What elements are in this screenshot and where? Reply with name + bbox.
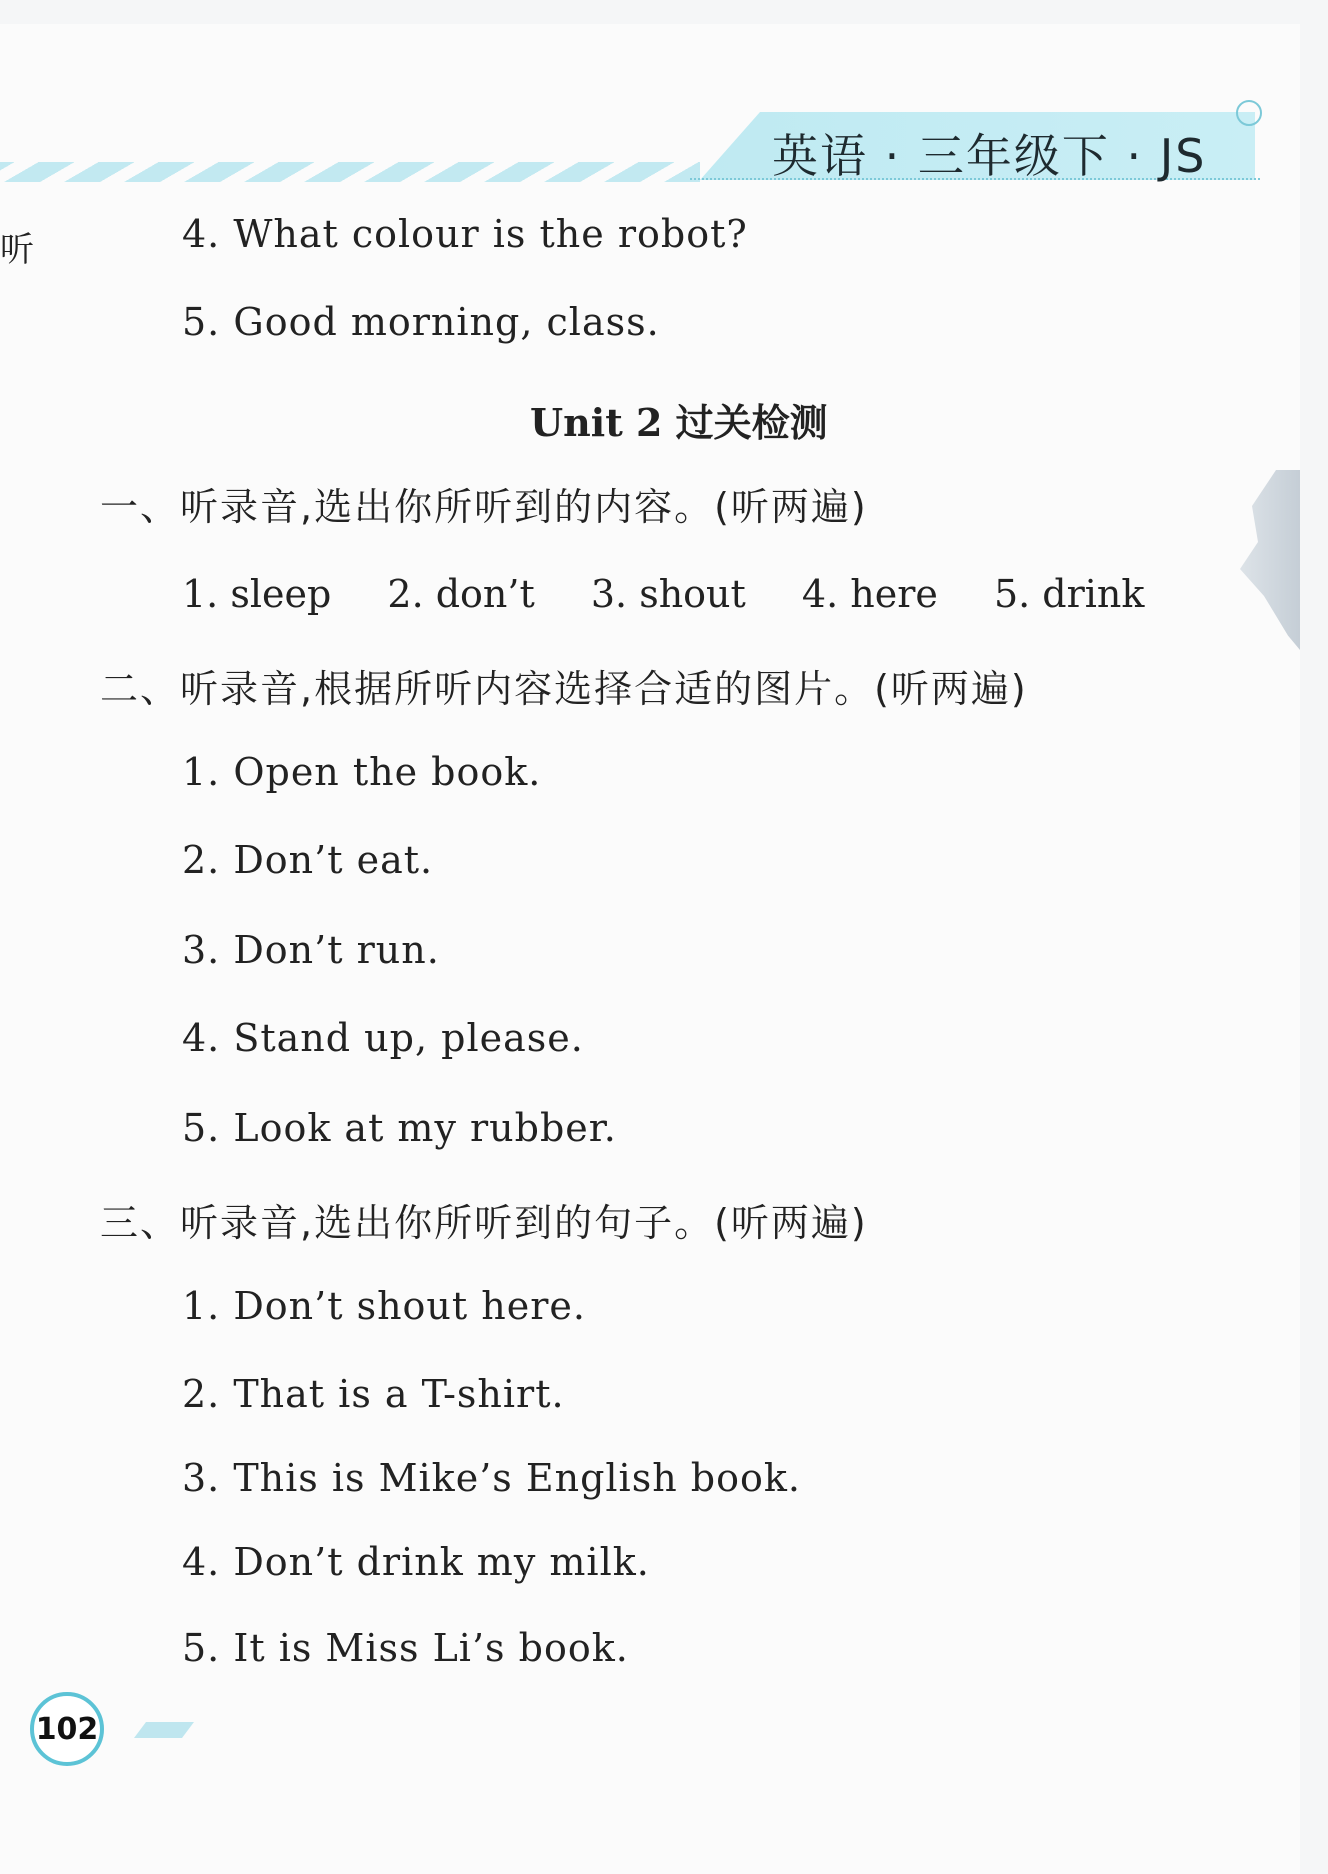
option-item: 4. here [801, 572, 938, 616]
option-item: 3. shout [590, 572, 746, 616]
section-3-line: 1. Don’t shout here. [182, 1284, 586, 1328]
section-2-line: 3. Don’t run. [182, 928, 440, 972]
option-item: 2. don’t [387, 572, 535, 616]
header-stripe [0, 162, 700, 182]
section-1-options [182, 572, 1188, 616]
section-3-line: 5. It is Miss Li’s book. [182, 1626, 629, 1670]
section-2-line: 1. Open the book. [182, 750, 542, 794]
option-item: 5. drink [993, 572, 1145, 616]
section-3-line: 2. That is a T-shirt. [182, 1372, 565, 1416]
header-circle-ornament [1236, 100, 1262, 126]
top-line-4: 4. What colour is the robot? [182, 212, 748, 256]
option-item: 1. sleep [182, 572, 332, 616]
section-2-line: 2. Don’t eat. [182, 838, 434, 882]
unit-title: Unit 2 过关检测 [530, 400, 828, 445]
header-title: 英语 · 三年级下 · JS [772, 129, 1207, 183]
page-number-badge: 102 [30, 1692, 104, 1766]
section-2-line: 4. Stand up, please. [182, 1016, 584, 1060]
section-3-line: 3. This is Mike’s English book. [182, 1456, 801, 1500]
top-line-5: 5. Good morning, class. [182, 300, 660, 344]
section-2-title: 二、听录音,根据所听内容选择合适的图片。(听两遍) [100, 667, 1028, 711]
margin-text: 听 [0, 230, 34, 270]
section-2-line: 5. Look at my rubber. [182, 1106, 617, 1150]
section-3-line: 4. Don’t drink my milk. [182, 1540, 650, 1584]
section-1-title: 一、听录音,选出你所听到的内容。(听两遍) [100, 485, 868, 529]
section-3-title: 三、听录音,选出你所听到的句子。(听两遍) [100, 1201, 868, 1245]
